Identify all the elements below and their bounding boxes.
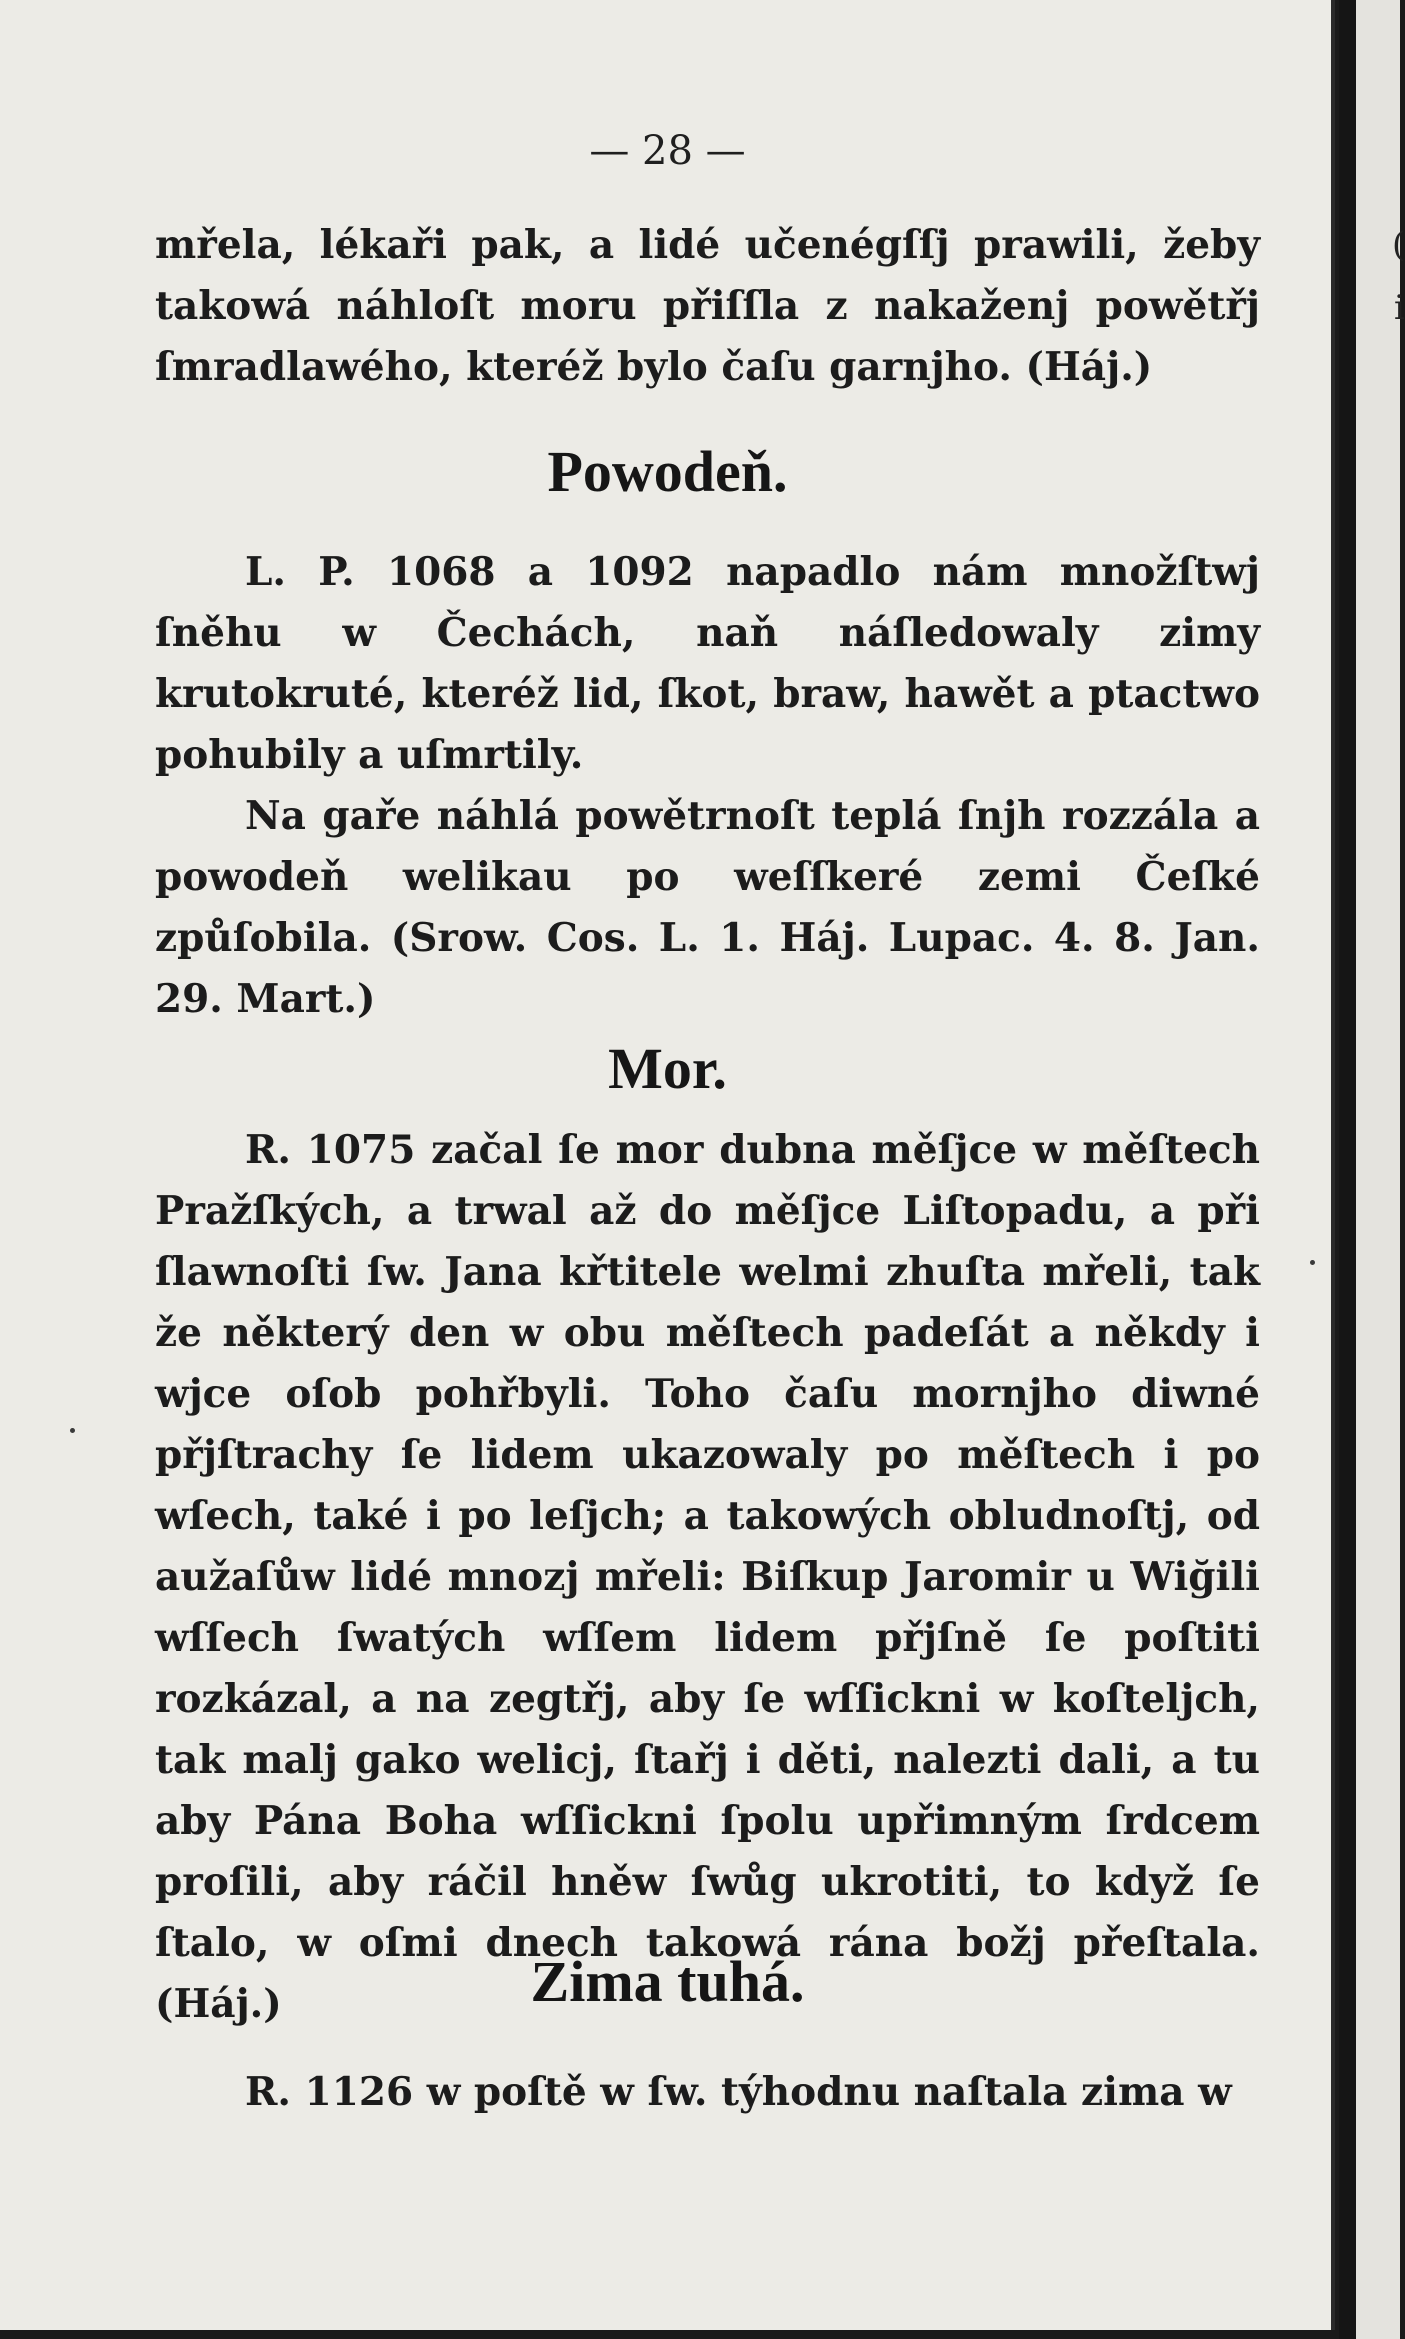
paper-speck: [1310, 1260, 1315, 1265]
paragraph: L. P. 1068 a 1092 napadlo nám množſtwj ſněhu w Čechách, naň náſledowaly zimy krutokruté, kteréž lid, ſkot, braw, hawět a ptactwo pohubily a uſmrtily.: [155, 549, 1260, 778]
section-heading-mor: Mor.: [608, 1036, 727, 1101]
paper-speck: [70, 1428, 75, 1433]
intro-text: mřela, lékaři pak, a lidé učenégſſj prawili, žeby takowá náhloſt moru přiſſla z nakaženj powětřj ſmradlawého, kteréž bylo čaſu garnjho. (Háj.): [155, 222, 1260, 390]
section-body-zima: [155, 2062, 1260, 2123]
intro-paragraph: [155, 215, 1260, 398]
section-heading-zima: Zima tuhá.: [530, 1949, 805, 2014]
paragraph: R. 1126 w poſtě w ſw. týhodnu naſtala zima w: [245, 2069, 1232, 2115]
adjacent-page-edge: [1356, 0, 1405, 2339]
adjacent-page-fragment: i: [1394, 288, 1405, 328]
section-body-powoden: [155, 542, 1260, 1030]
section-body-mor: [155, 1120, 1260, 2035]
adjacent-page-fragment: (: [1392, 225, 1405, 265]
paragraph: Na gaře náhlá powětrnoſt teplá ſnjh rozzála a powodeň welikau po weſſkeré zemi Čeſké způſobila. (Srow. Cos. L. 1. Háj. Lupac. 4. 8. Jan. 29. Mart.): [155, 793, 1260, 1022]
section-heading-powoden: Powodeň.: [547, 439, 788, 504]
paragraph: R. 1075 začal ſe mor dubna měſjce w měſtech Pražſkých, a trwal až do měſjce Liſtopadu, a při ſlawnoſti ſw. Jana křtitele welmi zhuſta mřeli, tak že některý den w obu měſtech padeſát a někdy i wjce oſob pohřbyli. Toho čaſu mornjho diwné přjſtrachy ſe lidem ukazowaly po měſtech i po wſech, také i po leſjch; a takowých obludnoſtj, od aužaſůw lidé mnozj mřeli: Biſkup Jaromir u Wiğili wſſech ſwatých wſſem lidem přjſně ſe poſtiti rozkázal, a na zegtřj, aby ſe wſſickni w koſteljch, tak malj gako welicj, ſtařj i děti, nalezti dali, a tu aby Pána Boha wſſickni ſpolu upřimným ſrdcem proſili, aby ráčil hněw ſwůg ukrotiti, to když ſe ſtalo, w oſmi dnech takowá rána božj přeſtala. (Háj.): [155, 1127, 1260, 2027]
page-number: — 28 —: [589, 128, 746, 174]
